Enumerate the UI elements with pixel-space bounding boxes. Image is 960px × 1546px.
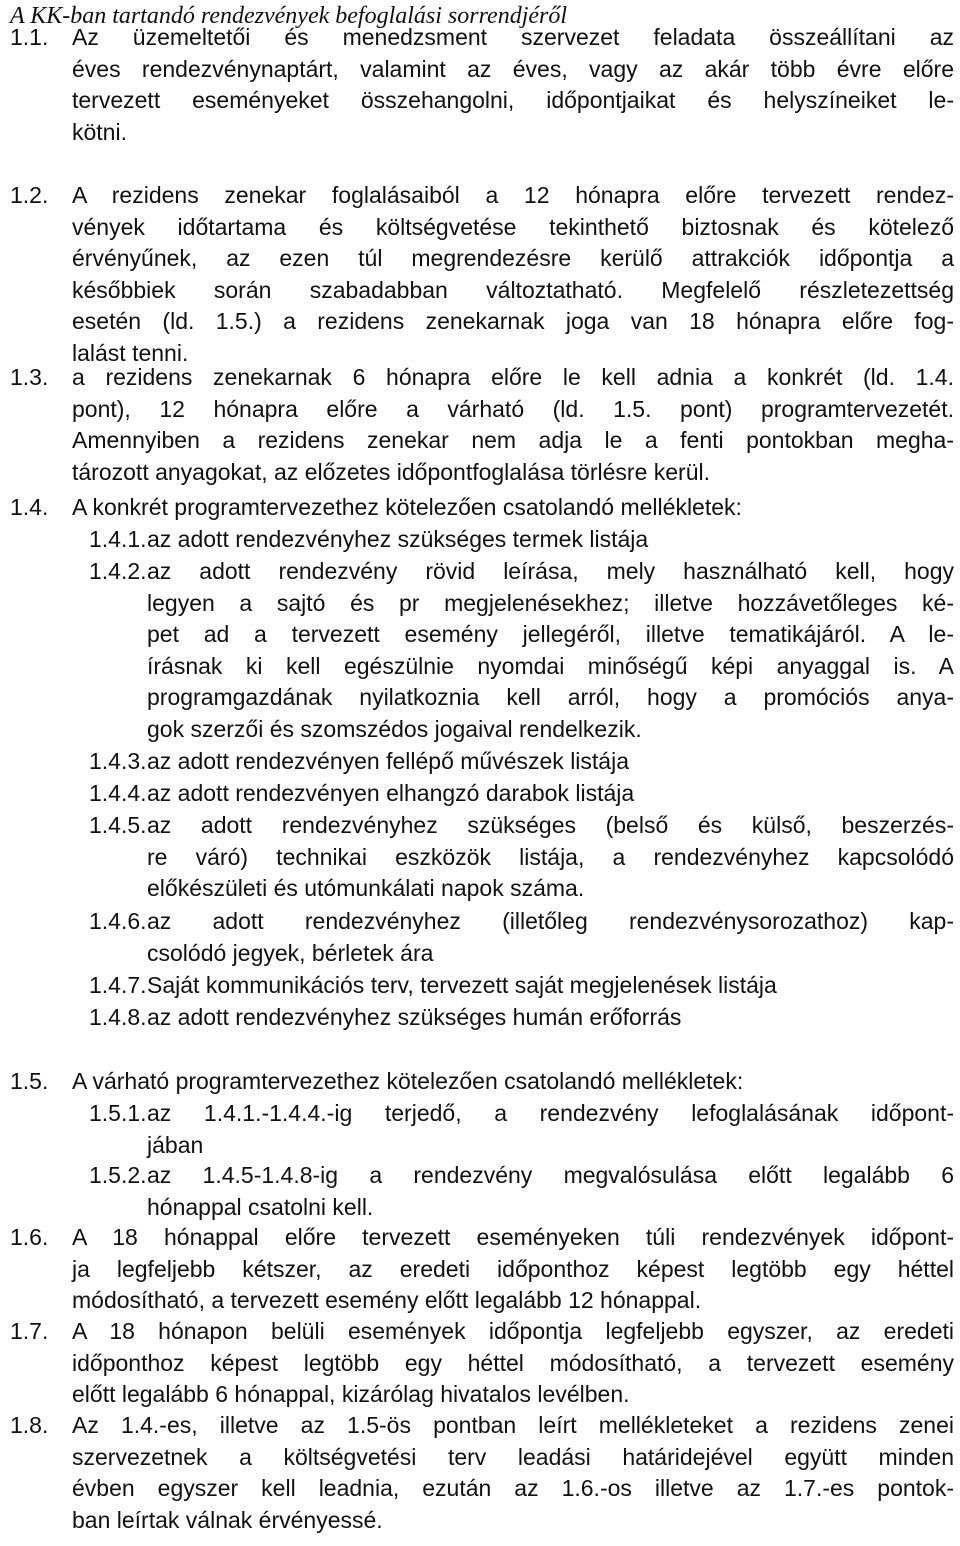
text-line: az adott rendezvényhez (illetőleg rendezvénysorozathoz) kap-	[147, 908, 954, 934]
item-number: 1.4.1.	[89, 526, 147, 552]
item-number: 1.1.	[10, 24, 49, 50]
item-text	[147, 810, 954, 905]
text-line: A 18 hónapon belüli események időpontja legfeljebb egyszer, az eredeti	[72, 1318, 954, 1344]
text-line: Amennyiben a rezidens zenekar nem adja le a fenti pontokban megha-	[72, 427, 954, 454]
text-line: szervezetnek a költségvetési terv leadási határidejével együtt minden	[72, 1443, 954, 1470]
text-line: későbbiek során szabadabban változtatható. Megfelelő részletezettség	[72, 276, 954, 303]
item-text	[72, 1410, 954, 1536]
item-number: 1.4.2.	[89, 558, 147, 584]
text-line: az 1.4.1.-1.4.4.-ig terjedő, a rendezvény lefoglalásának időpont-	[147, 1100, 954, 1126]
item-number: 1.5.	[10, 1068, 49, 1094]
item-text	[147, 746, 954, 778]
text-line: tározott anyagokat, az előzetes időpontfoglalása törlésre kerül.	[72, 458, 710, 485]
text-line: évben egyszer kell leadnia, ezután az 1.6.-os illetve az 1.7.-es pontok-	[72, 1475, 954, 1502]
item-number: 1.2.	[10, 182, 49, 208]
item-number: 1.4.7.	[89, 972, 147, 998]
item-text	[147, 906, 954, 969]
text-line: az adott rendezvényen fellépő művészek listája	[147, 748, 630, 774]
text-line: a rezidens zenekarnak 6 hónapra előre le kell adnia a konkrét (ld. 1.4.	[72, 364, 954, 390]
item-number: 1.4.5.	[89, 812, 147, 838]
text-line: éves rendezvénynaptárt, valamint az éves, vagy az akár több évre előre	[72, 55, 954, 82]
text-line: írásnak ki kell egészülnie nyomdai minőségű képi anyaggal is. A	[147, 652, 954, 679]
text-line: Az üzemeltetői és menedzsment szervezet feladata összeállítani az	[72, 24, 954, 50]
text-line: A várható programtervezethez kötelezően csatolandó mellékletek:	[72, 1068, 744, 1094]
item-text	[72, 492, 954, 524]
text-line: Az 1.4.-es, illetve az 1.5-ös pontban leírt mellékleteket a rezidens zenei	[72, 1412, 954, 1438]
text-line: ban leírtak válnak érvényessé.	[72, 1506, 383, 1533]
text-line: esetén (ld. 1.5.) a rezidens zenekarnak joga van 18 hónapra előre fog-	[72, 308, 954, 335]
text-line: hónappal csatolni kell.	[147, 1193, 374, 1220]
text-line: A 18 hónappal előre tervezett eseményeken túli rendezvények időpont-	[72, 1224, 954, 1250]
text-line: az adott rendezvényhez szükséges humán erőforrás	[147, 1004, 682, 1030]
item-text	[147, 778, 954, 810]
item-number: 1.4.8.	[89, 1004, 147, 1030]
item-text	[72, 362, 954, 488]
item-text	[147, 1098, 954, 1161]
item-text	[147, 524, 954, 556]
text-line: pont), 12 hónapra előre a várható (ld. 1.5. pont) programtervezetét.	[72, 395, 954, 422]
item-text	[147, 1160, 954, 1223]
item-number: 1.8.	[10, 1412, 49, 1438]
item-text	[147, 556, 954, 746]
text-line: A konkrét programtervezethez kötelezően csatolandó mellékletek:	[72, 494, 742, 520]
item-number: 1.3.	[10, 364, 49, 390]
text-line: előkészületi és utómunkálati napok száma.	[147, 875, 585, 902]
text-line: legyen a sajtó és pr megjelenésekhez; illetve hozzávetőleges ké-	[147, 589, 954, 616]
text-line: pet ad a tervezett esemény jellegéről, illetve tematikájáról. A le-	[147, 621, 954, 648]
item-number: 1.5.2.	[89, 1162, 147, 1188]
text-line: gok szerzői és szomszédos jogaival rendelkezik.	[147, 715, 642, 742]
text-line: az adott rendezvényhez szükséges (belső és külső, beszerzés-	[147, 812, 954, 838]
item-text	[72, 22, 954, 148]
document-title: A KK-ban tartandó rendezvények befoglalási sorrendjéről	[10, 3, 568, 29]
text-line: előtt legalább 6 hónappal, kizárólag hivatalos levélben.	[72, 1381, 630, 1408]
item-number: 1.7.	[10, 1318, 49, 1344]
item-number: 1.4.3.	[89, 748, 147, 774]
text-line: vények időtartama és költségvetése tekinthető biztosnak és kötelező	[72, 213, 954, 240]
item-number: 1.4.4.	[89, 780, 147, 806]
text-line: az adott rendezvény rövid leírása, mely használható kell, hogy	[147, 558, 954, 584]
text-line: re váró) technikai eszközök listája, a rendezvényhez kapcsolódó	[147, 843, 954, 870]
item-number: 1.4.6.	[89, 908, 147, 934]
item-text	[72, 1066, 954, 1098]
item-text	[72, 1316, 954, 1411]
text-line: csolódó jegyek, bérletek ára	[147, 939, 434, 966]
text-line: az 1.4.5-1.4.8-ig a rendezvény megvalósulása előtt legalább 6	[147, 1162, 954, 1188]
text-line: az adott rendezvényen elhangzó darabok listája	[147, 780, 635, 806]
item-number: 1.5.1.	[89, 1100, 147, 1126]
text-line: lalást tenni.	[72, 339, 189, 366]
item-number: 1.6.	[10, 1224, 49, 1250]
text-line: A rezidens zenekar foglalásaiból a 12 hónapra előre tervezett rendez-	[72, 182, 954, 208]
item-text	[72, 1222, 954, 1317]
text-line: érvényűnek, az ezen túl megrendezésre kerülő attrakciók időpontja a	[72, 245, 954, 272]
item-text	[72, 180, 954, 370]
text-line: időponthoz képest legtöbb egy héttel módosítható, a tervezett esemény	[72, 1349, 954, 1376]
text-line: az adott rendezvényhez szükséges termek listája	[147, 526, 649, 552]
text-line: tervezett eseményeket összehangolni, időpontjaikat és helyszíneiket le-	[72, 87, 954, 114]
text-line: Saját kommunikációs terv, tervezett saját megjelenések listája	[147, 972, 777, 998]
text-line: kötni.	[72, 118, 127, 145]
text-line: programgazdának nyilatkoznia kell arról, hogy a promóciós anya-	[147, 684, 954, 711]
text-line: ja legfeljebb kétszer, az eredeti időponthoz képest legtöbb egy héttel	[72, 1255, 954, 1282]
item-text	[147, 1002, 954, 1034]
item-number: 1.4.	[10, 494, 49, 520]
item-text	[147, 970, 954, 1002]
text-line: módosítható, a tervezett esemény előtt legalább 12 hónappal.	[72, 1287, 702, 1314]
text-line: jában	[147, 1131, 204, 1158]
